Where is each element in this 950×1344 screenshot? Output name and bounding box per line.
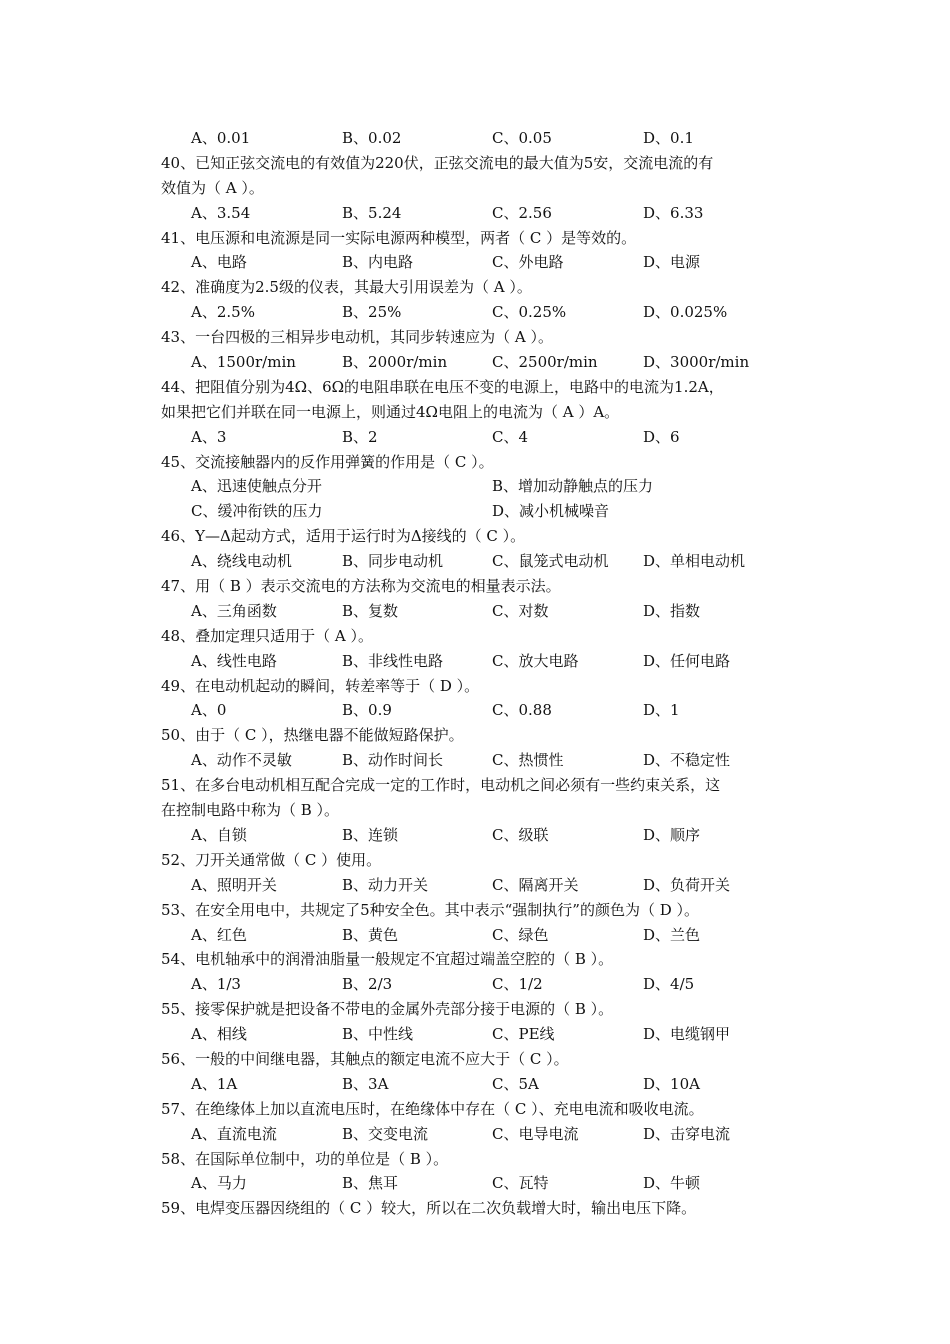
answer-option: A、0.01 <box>191 129 251 147</box>
answer-option: C、缓冲衔铁的压力 <box>191 502 323 521</box>
answer-option: A、照明开关 <box>191 875 277 894</box>
answer-options <box>161 425 801 450</box>
answer-option: B、连锁 <box>342 825 399 844</box>
answer-option: B、3A <box>342 1074 389 1093</box>
answer-option: C、2.56 <box>492 203 552 222</box>
answer-option: D、6.33 <box>643 203 704 222</box>
answer-option: B、增加动静触点的压力 <box>492 477 654 496</box>
answer-option: C、电导电流 <box>492 1124 579 1143</box>
answer-option: A、相线 <box>191 1025 247 1044</box>
answer-option: C、绿色 <box>492 925 549 944</box>
answer-options <box>161 823 801 848</box>
question-text: 46、Y—Δ起动方式，适用于运行时为Δ接线的（ C ）。 <box>161 527 526 546</box>
answer-option: A、2.5% <box>191 303 255 322</box>
question-text: 59、电焊变压器因绕组的（ C ）较大，所以在二次负载增大时，输出电压下降。 <box>161 1199 697 1218</box>
answer-option: B、非线性电路 <box>342 651 444 670</box>
answer-option: D、击穿电流 <box>643 1124 731 1143</box>
answer-option: A、迅速使触点分开 <box>191 477 322 496</box>
answer-option: C、对数 <box>492 601 549 620</box>
question-text: 54、电机轴承中的润滑油脂量一般规定不宜超过端盖空腔的（ B ）。 <box>161 950 614 969</box>
answer-option: D、单相电动机 <box>643 552 746 571</box>
answer-option: C、0.25% <box>492 303 567 322</box>
question-text: 42、准确度为2.5级的仪表，其最大引用误差为（ A ）。 <box>161 278 532 297</box>
answer-option: D、指数 <box>643 601 701 620</box>
answer-option: A、自锁 <box>191 825 247 844</box>
answer-option: C、瓦特 <box>492 1174 549 1193</box>
answer-option: B、同步电动机 <box>342 552 444 571</box>
answer-options <box>161 126 801 151</box>
question-text: 44、把阻值分别为4Ω、6Ω的电阻串联在电压不变的电源上，电路中的电流为1.2A， <box>161 377 724 396</box>
question-text-continued: 效值为（ A ）。 <box>161 178 264 197</box>
answer-options <box>161 972 801 997</box>
answer-option: A、绕线电动机 <box>191 552 292 571</box>
answer-option: A、3 <box>191 427 227 446</box>
question-list <box>161 126 801 1221</box>
answer-options <box>161 599 801 624</box>
question-text: 52、刀开关通常做（ C ）使用。 <box>161 850 382 869</box>
answer-options <box>161 300 801 325</box>
question-text: 57、在绝缘体上加以直流电压时，在绝缘体中存在（ C ）、充电电流和吸收电流。 <box>161 1099 704 1118</box>
answer-option: C、0.05 <box>492 129 552 147</box>
answer-options <box>161 1022 801 1047</box>
answer-option: B、内电路 <box>342 253 414 272</box>
answer-option: D、0.1 <box>643 129 694 147</box>
answer-option: C、0.88 <box>492 701 552 720</box>
answer-option: B、中性线 <box>342 1025 414 1044</box>
answer-options <box>161 549 801 574</box>
answer-option: C、鼠笼式电动机 <box>492 552 609 571</box>
answer-option: D、1 <box>643 701 680 720</box>
answer-option: B、0.9 <box>342 701 392 720</box>
answer-option: B、0.02 <box>342 129 402 147</box>
answer-option: B、动力开关 <box>342 875 429 894</box>
question-text: 47、用（ B ）表示交流电的方法称为交流电的相量表示法。 <box>161 577 561 596</box>
answer-option: A、红色 <box>191 925 247 944</box>
answer-option: B、25% <box>342 303 402 322</box>
answer-option: B、黄色 <box>342 925 399 944</box>
answer-options <box>161 250 801 275</box>
answer-option: B、复数 <box>342 601 399 620</box>
answer-option: D、6 <box>643 427 680 446</box>
answer-option: B、焦耳 <box>342 1174 399 1193</box>
answer-options <box>161 923 801 948</box>
question-text: 55、接零保护就是把设备不带电的金属外壳部分接于电源的（ B ）。 <box>161 1000 614 1019</box>
answer-option: A、1/3 <box>191 975 241 994</box>
question-text: 50、由于（ C ），热继电器不能做短路保护。 <box>161 726 464 745</box>
answer-option: B、2000r/min <box>342 353 448 372</box>
answer-option: A、线性电路 <box>191 651 277 670</box>
answer-options <box>161 698 801 723</box>
answer-option: D、负荷开关 <box>643 875 731 894</box>
answer-option: C、2500r/min <box>492 353 598 372</box>
answer-option: A、3.54 <box>191 203 251 222</box>
answer-options <box>161 474 801 499</box>
answer-option: C、热惯性 <box>492 751 564 770</box>
answer-option: B、交变电流 <box>342 1124 429 1143</box>
answer-options <box>161 201 801 226</box>
answer-option: D、兰色 <box>643 925 701 944</box>
answer-option: D、10A <box>643 1074 700 1093</box>
answer-option: B、2 <box>342 427 378 446</box>
answer-option: C、外电路 <box>492 253 564 272</box>
answer-option: D、4/5 <box>643 975 695 994</box>
answer-option: A、马力 <box>191 1174 247 1193</box>
question-text: 49、在电动机起动的瞬间，转差率等于（ D ）。 <box>161 676 480 695</box>
answer-option: B、5.24 <box>342 203 402 222</box>
question-text: 45、交流接触器内的反作用弹簧的作用是（ C ）。 <box>161 452 494 471</box>
answer-options <box>161 1171 801 1196</box>
answer-options <box>161 873 801 898</box>
question-text: 58、在国际单位制中，功的单位是（ B ）。 <box>161 1149 449 1168</box>
answer-options <box>161 499 801 524</box>
answer-option: D、电源 <box>643 253 701 272</box>
answer-options <box>161 649 801 674</box>
answer-option: C、隔离开关 <box>492 875 579 894</box>
answer-options <box>161 1122 801 1147</box>
question-text: 51、在多台电动机相互配合完成一定的工作时，电动机之间必须有一些约束关系，这 <box>161 776 721 795</box>
question-text-continued: 在控制电路中称为（ B ）。 <box>161 801 340 820</box>
answer-option: D、0.025% <box>643 303 728 322</box>
answer-options <box>161 1072 801 1097</box>
question-text: 40、已知正弦交流电的有效值为220伏，正弦交流电的最大值为5安，交流电流的有 <box>161 153 714 172</box>
answer-option: D、不稳定性 <box>643 751 731 770</box>
question-text: 41、电压源和电流源是同一实际电源两种模型，两者（ C ）是等效的。 <box>161 228 637 247</box>
answer-option: C、4 <box>492 427 529 446</box>
answer-option: D、3000r/min <box>643 353 750 372</box>
answer-option: A、1A <box>191 1074 238 1093</box>
answer-options <box>161 350 801 375</box>
answer-option: A、电路 <box>191 253 247 272</box>
question-text: 56、一般的中间继电器，其触点的额定电流不应大于（ C ）。 <box>161 1049 569 1068</box>
answer-option: C、5A <box>492 1074 539 1093</box>
answer-option: D、牛顿 <box>643 1174 701 1193</box>
question-text-continued: 如果把它们并联在同一电源上，则通过4Ω电阻上的电流为（ A ）A。 <box>161 402 620 421</box>
answer-option: C、PE线 <box>492 1025 555 1044</box>
answer-option: D、顺序 <box>643 825 701 844</box>
answer-option: C、放大电路 <box>492 651 579 670</box>
question-text: 48、叠加定理只适用于（ A ）。 <box>161 626 373 645</box>
answer-option: B、2/3 <box>342 975 393 994</box>
question-text: 43、一台四极的三相异步电动机，其同步转速应为（ A ）。 <box>161 328 553 347</box>
answer-option: A、直流电流 <box>191 1124 277 1143</box>
question-text: 53、在安全用电中，共规定了5种安全色。其中表示“强制执行”的颜色为（ D ）。 <box>161 900 700 919</box>
answer-options <box>161 748 801 773</box>
answer-option: D、任何电路 <box>643 651 731 670</box>
answer-option: D、减小机械噪音 <box>492 502 610 521</box>
answer-option: A、动作不灵敏 <box>191 751 292 770</box>
answer-option: A、1500r/min <box>191 353 296 372</box>
answer-option: A、0 <box>191 701 227 720</box>
answer-option: B、动作时间长 <box>342 751 444 770</box>
answer-option: C、级联 <box>492 825 549 844</box>
answer-option: A、三角函数 <box>191 601 277 620</box>
answer-option: D、电缆钢甲 <box>643 1025 731 1044</box>
answer-option: C、1/2 <box>492 975 543 994</box>
